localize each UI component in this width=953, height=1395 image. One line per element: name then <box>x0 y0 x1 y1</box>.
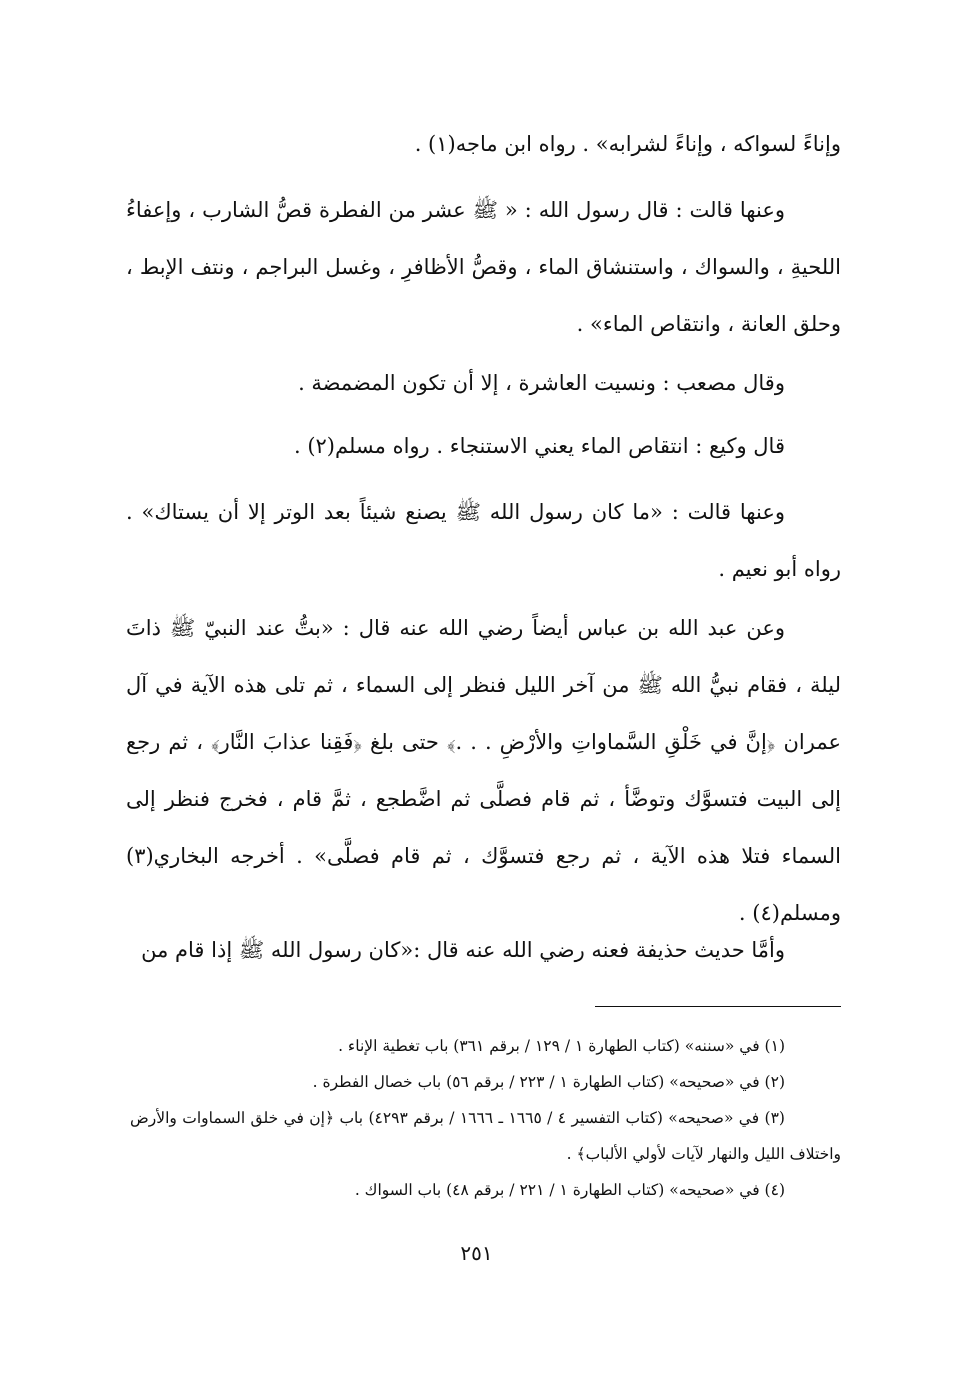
footnote-1: (١) في «سننه» (كتاب الطهارة ١ / ١٢٩ / برقم ٣٦١) باب تغطية الإناء . <box>338 1037 785 1055</box>
main-text-5 <box>126 484 841 598</box>
footnote-4: (٤) في «صحيحه» (كتاب الطهارة ١ / ٢٢١ / برقم ٤٨) باب السواك . <box>354 1181 785 1199</box>
footnote-2: (٢) في «صحيحه» (كتاب الطهارة ١ / ٢٢٣ / برقم ٥٦) باب خصال الفطرة . <box>312 1073 785 1091</box>
paragraph-fitrah-hadith: وعنها قالت : قال رسول الله : « ﷺ عشر من الفطرة قصُّ الشارب ، وإعفاءُ اللحيةِ ، والسواك ، واستنشاق الماء ، وقصُّ الأظافرِ ، وغسل البراجم ، ونتف الإبط ، وحلق العانة ، وانتقاص الماء» . <box>126 198 841 336</box>
footnote-separator <box>595 1006 841 1007</box>
page-number: ٢٥١ <box>460 1241 493 1265</box>
main-text <box>126 116 841 173</box>
main-text-4 <box>126 418 841 475</box>
footnotes <box>130 1028 841 1208</box>
main-text-6 <box>126 600 841 942</box>
main-text-7 <box>126 922 841 979</box>
paragraph-ibn-abbas: وعن عبد الله بن عباس أيضاً رضي الله عنه قال : «بتُّ عند النبيّ ﷺ ذاتَ ليلة ، فقام نبيُّ الله ﷺ من آخر الليل فنظر إلى السماء ، ثم تلى هذه الآية في آل عمران ﴿إنَّ في خَلْقِ السَّماواتِ والأرْضِ . . .﴾ حتى بلغ ﴿فَقِنا عذابَ النَّار﴾ ، ثم رجع إلى البيت فتسوَّك وتوضَّأ ، ثم قام فصلَّى ثم اضَّطجع ، ثمَّ قام ، فخرج فنظر إلى السماء فتلا هذه الآية ، ثم رجع فتسوَّك ، ثم قام فصلَّى» . أخرجه البخاري(٣) ومسلم(٤) . <box>126 616 841 925</box>
paragraph-musab: وقال مصعب : ونسيت العاشرة ، إلا أن تكون المضمضة . <box>298 371 785 395</box>
footnote-3: (٣) في «صحيحه» (كتاب التفسير ٤ / ١٦٦٥ ـ ١٦٦٦ / برقم ٤٢٩٣) باب ﴿إن في خلق السماوات والأرض واختلاف الليل والنهار لآيات لأولي الألباب﴾ . <box>130 1109 841 1163</box>
paragraph-witr-siwak: وعنها قالت : «ما كان رسول الله ﷺ يصنع شيئاً بعد الوتر إلا أن يستاك» . رواه أبو نعيم . <box>126 500 841 581</box>
paragraph-continuation: وإناءً لسواكه ، وإناءً لشرابه» . رواه ابن ماجه(١) . <box>414 132 841 156</box>
paragraph-wakee: قال وكيع : انتقاص الماء يعني الاستنجاء . رواه مسلم(٢) . <box>293 434 785 458</box>
paragraph-hudhayfah: وأمَّا حديث حذيفة فعنه رضي الله عنه قال :«كان رسول الله ﷺ إذا قام من <box>141 938 785 962</box>
main-text-2 <box>126 182 841 353</box>
main-text-3 <box>126 355 841 412</box>
